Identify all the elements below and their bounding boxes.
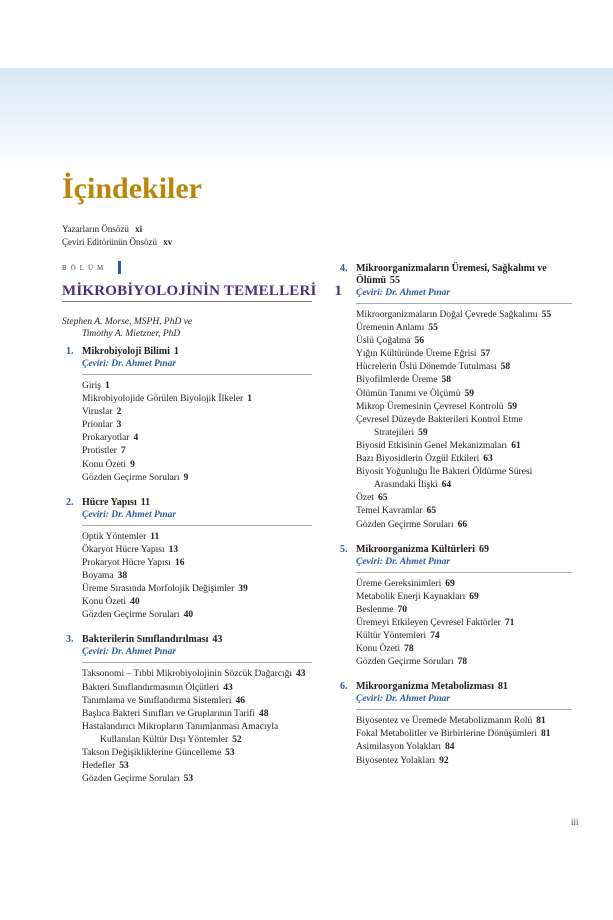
toc-entry[interactable]: Özet 65	[356, 493, 388, 504]
chapter	[336, 544, 572, 670]
toc-entry[interactable]: Taksonomi – Tıbbi Mikrobiyolojinin Sözcük Dağarcığı 43	[82, 669, 306, 680]
part-title: MİKROBİYOLOJİNİN TEMELLERİ 1	[62, 283, 343, 299]
toc-entry[interactable]: Hücrelerin Üslü Dönemde Tutulması 58	[356, 362, 511, 373]
chapter-translator: Çeviri: Dr. Ahmet Pınar	[356, 288, 451, 298]
toc-entry[interactable]: Beslenme 70	[356, 604, 407, 615]
toc-entry[interactable]: Viruslar 2	[82, 407, 122, 418]
chapter	[62, 346, 312, 485]
toc-entry[interactable]: Ökaryot Hücre Yapısı 13	[82, 544, 179, 555]
chapter-number: 4.	[340, 263, 348, 274]
toc-entry[interactable]: Protistler 7	[82, 446, 126, 457]
toc-entry[interactable]: Hastalandırıcı Mikropların Tanımlanması Amacıyla Kullanılan Kültür Dışı Yöntemler 52	[82, 721, 279, 745]
chapter-rule	[82, 374, 312, 375]
chapter-title[interactable]: Mikroorganizma Metabolizması 81	[356, 681, 508, 693]
chapter-title[interactable]: Bakterilerin Sınıflandırılması 43	[82, 634, 223, 646]
toc-entry[interactable]: Mikrobiyolojide Görülen Biyolojik İlkeler 1	[82, 394, 252, 405]
toc-entry[interactable]: Mikroorganizmaların Doğal Çevrede Sağkalımı 55	[356, 310, 552, 320]
toc-entry[interactable]: Biyosentez ve Üremede Metabolizmanın Rolü 81	[356, 716, 546, 727]
toc-column-right	[336, 263, 572, 780]
chapter-rule	[82, 662, 312, 663]
preface-item[interactable]: Çeviri Editörünün Önsözü xv	[62, 237, 173, 247]
chapter-translator: Çeviri: Dr. Ahmet Pınar	[82, 509, 177, 520]
toc-entry[interactable]: Üslü Çoğalma 56	[356, 336, 425, 347]
chapter-rule	[356, 709, 572, 710]
chapter-rule	[82, 525, 312, 526]
toc-entry[interactable]: Metabolik Enerji Kaynakları 69	[356, 591, 479, 602]
toc-entry[interactable]: Biyosid Etkisinin Genel Mekanizmaları 61	[356, 440, 521, 451]
toc-entry[interactable]: Prionlar 3	[82, 420, 122, 431]
toc-entry[interactable]: Konu Özeti 40	[82, 597, 140, 608]
toc-entry[interactable]: Üreme Sırasında Morfolojik Değişimler 39	[82, 584, 248, 595]
header-band	[0, 68, 613, 170]
toc-entry[interactable]: Konu Özeti 9	[82, 459, 135, 470]
toc-entry[interactable]: Takson Değişikliklerine Güncelleme 53	[82, 747, 235, 758]
toc-entry[interactable]: Kültür Yöntemleri 74	[356, 630, 440, 641]
toc-entry[interactable]: Prokaryot Hücre Yapısı 16	[82, 557, 185, 568]
toc-entry[interactable]: Bazı Biyosidlerin Özgül Etkileri 63	[356, 454, 493, 465]
toc-entry[interactable]: Üremenin Anlamı 55	[356, 323, 438, 334]
toc-entry[interactable]: Tanımlama ve Sınıflandırma Sistemleri 46	[82, 695, 245, 706]
toc-entry[interactable]: Fokal Metabolitler ve Birbirlerine Dönüşümleri 81	[356, 729, 551, 740]
toc-column-left	[62, 346, 312, 798]
part-label-bar	[118, 261, 121, 274]
chapter-number: 6.	[340, 681, 348, 693]
chapter-number: 2.	[66, 496, 74, 508]
toc-entry[interactable]: Üremeyi Etkileyen Çevresel Faktörler 71	[356, 617, 515, 628]
page-number: iii	[571, 817, 579, 827]
toc-entry[interactable]: Hedefler 53	[82, 761, 129, 772]
chapter	[336, 263, 572, 532]
preface-list	[62, 223, 172, 249]
toc-entry[interactable]: Gözden Geçirme Soruları 9	[82, 472, 189, 483]
chapter-rule	[356, 303, 572, 304]
toc-entry[interactable]: Prokaryotlar 4	[82, 433, 139, 444]
chapter-translator: Çeviri: Dr. Ahmet Pınar	[82, 359, 177, 369]
toc-entry[interactable]: Mikrop Üremesinin Çevresel Kontrolü 59	[356, 401, 517, 412]
authors: Stephen A. Morse, MSPH, PhD ve Timothy A. Mietzner, PhD	[62, 317, 193, 339]
toc-entry[interactable]: Yığın Kültüründe Üreme Eğrisi 57	[356, 349, 491, 360]
chapter-title[interactable]: Mikroorganizma Kültürleri 69	[356, 543, 489, 555]
toc-entry[interactable]: Gözden Geçirme Soruları 66	[356, 519, 468, 530]
chapter-rule	[356, 572, 572, 573]
toc-entry[interactable]: Bakteri Sınıflandırmasının Ölçütleri 43	[82, 682, 233, 693]
chapter-title[interactable]: Hücre Yapısı 11	[82, 496, 151, 508]
toc-entry[interactable]: Biyosentez Yolakları 92	[356, 755, 449, 766]
toc-entry[interactable]: Optik Yöntemler 11	[82, 531, 160, 542]
toc-entry[interactable]: Üreme Gereksinimleri 69	[356, 578, 455, 589]
part-rule	[62, 301, 312, 302]
toc-entry[interactable]: Giriş 1	[82, 381, 110, 391]
chapter-number: 1.	[66, 346, 74, 357]
toc-entry[interactable]: Konu Özeti 78	[356, 644, 414, 655]
toc-entry[interactable]: Biyosit Yoğunluğu İle Bakteri Öldürme Süresi Arasındaki İlişki 64	[356, 467, 533, 491]
toc-entry[interactable]: Çevresel Düzeyde Bakterileri Kontrol Etme Stratejileri 59	[356, 414, 523, 438]
chapter	[336, 681, 572, 767]
toc-entry[interactable]: Asimilasyon Yolakları 84	[356, 742, 455, 753]
chapter-translator: Çeviri: Dr. Ahmet Pınar	[356, 694, 451, 705]
page-title: İçindekiler	[62, 172, 202, 205]
toc-entry[interactable]: Ölümün Tanımı ve Ölçümü 59	[356, 388, 474, 399]
toc-entry[interactable]: Gözden Geçirme Soruları 53	[82, 774, 194, 785]
toc-entry[interactable]: Biyofilmlerde Üreme 58	[356, 375, 452, 386]
toc-entry[interactable]: Gözden Geçirme Soruları 78	[356, 657, 468, 668]
chapter-number: 5.	[340, 543, 348, 555]
chapter-title[interactable]: Mikrobiyoloji Bilimi 1	[82, 346, 179, 357]
toc-entry[interactable]: Boyama 38	[82, 571, 128, 582]
chapter-translator: Çeviri: Dr. Ahmet Pınar	[356, 556, 451, 567]
toc-entry[interactable]: Gözden Geçirme Soruları 40	[82, 610, 194, 621]
toc-entry[interactable]: Temel Kavramlar 65	[356, 506, 437, 517]
chapter-title[interactable]: Mikroorganizmaların Üremesi, Sağkalımı ve Ölümü 55	[356, 263, 547, 286]
toc-entry[interactable]: Başlıca Bakteri Sınıfları ve Gruplarının Tarifi 48	[82, 708, 269, 719]
chapter	[62, 634, 312, 786]
part-label: BÖLÜM	[62, 264, 107, 272]
chapter-translator: Çeviri: Dr. Ahmet Pınar	[82, 647, 177, 658]
chapter	[62, 497, 312, 623]
chapter-number: 3.	[66, 634, 74, 646]
preface-item[interactable]: Yazarların Önsözü xi	[62, 224, 143, 234]
